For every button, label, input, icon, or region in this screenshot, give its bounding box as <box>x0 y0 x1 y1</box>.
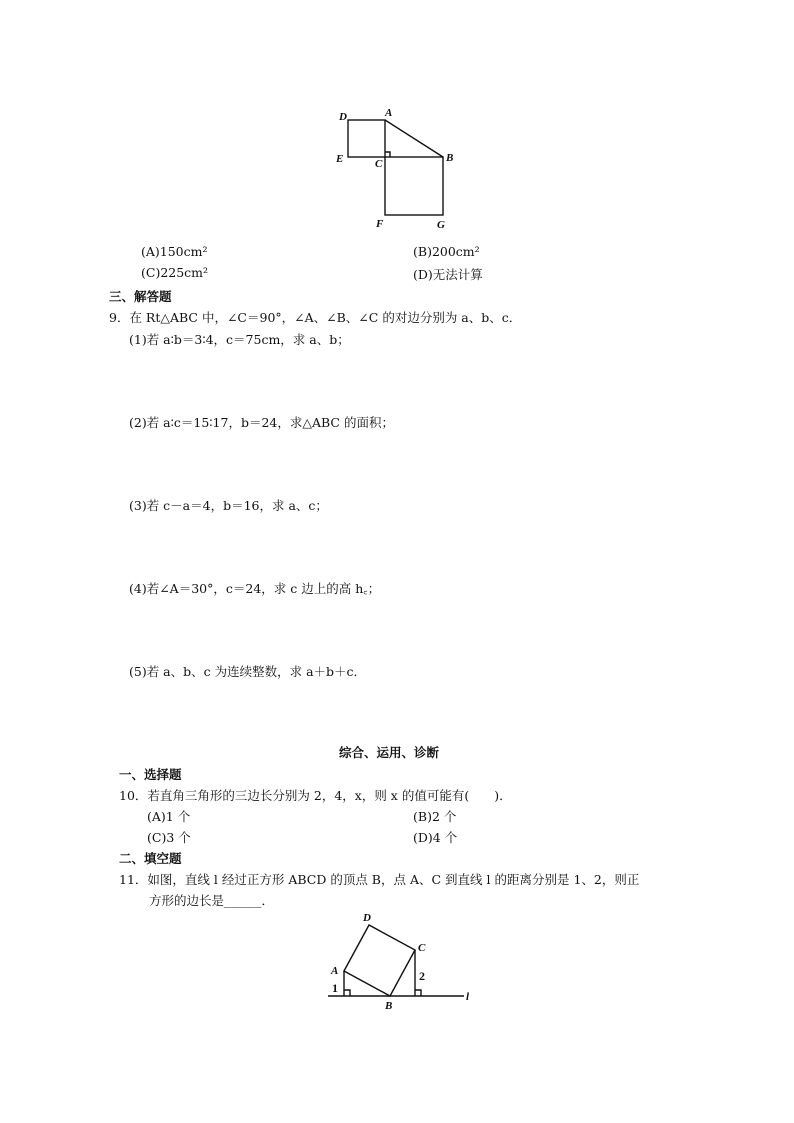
q9-part-5: (5)若 a、b、c 为连续整数，求 a＋b＋c． <box>129 664 367 679</box>
q9-part-1: (1)若 a∶b＝3∶4，c＝75cm，求 a、b； <box>129 332 350 347</box>
section-title-answers: 三、解答题 <box>109 289 172 304</box>
q10-option-c: (C)3 个 <box>147 830 191 845</box>
label-D: D <box>339 111 347 123</box>
q10-stem: 10．若直角三角形的三边长分别为 2，4，x，则 x 的值可能有( )． <box>119 788 512 803</box>
q8-option-b: (B)200cm² <box>413 244 480 259</box>
label-F: F <box>376 218 384 230</box>
q9-stem: 9．在 Rt△ABC 中，∠C＝90°，∠A、∠B、∠C 的对边分别为 a、b、c． <box>109 310 522 325</box>
square-ABCD <box>344 925 415 996</box>
label-E: E <box>336 153 344 165</box>
small-square <box>348 120 385 157</box>
q9-part-4: (4)若∠A＝30°，c＝24，求 c 边上的高 h꜀； <box>129 581 381 596</box>
q10-option-a: (A)1 个 <box>147 809 191 824</box>
q10-option-b: (B)2 个 <box>413 809 457 824</box>
section-title-choice: 一、选择题 <box>119 767 182 782</box>
q9-part-3: (3)若 c－a＝4，b＝16，求 a、c； <box>129 498 328 513</box>
label-B: B <box>446 152 454 164</box>
q11-line-1: 11．如图，直线 l 经过正方形 ABCD 的顶点 B，点 A、C 到直线 l 的距离分别是 1、2，则正 <box>119 872 640 887</box>
large-square <box>385 157 443 215</box>
q9-part-2: (2)若 a∶c＝15∶17，b＝24，求△ABC 的面积； <box>129 415 394 430</box>
right-angle-mark-A <box>344 990 350 996</box>
label-C: C <box>375 158 383 170</box>
section-title-fill: 二、填空题 <box>119 851 182 866</box>
label-distance-2: 2 <box>419 969 425 983</box>
figure-squares-triangle <box>330 105 460 235</box>
section-heading-comprehensive: 综合、运用、诊断 <box>339 745 440 760</box>
label-distance-1: 1 <box>332 981 338 995</box>
right-angle-mark-C <box>415 990 421 996</box>
label-B: B <box>385 1000 393 1012</box>
label-A: A <box>331 965 339 977</box>
q8-option-d: (D)无法计算 <box>413 267 483 282</box>
label-l: l <box>466 991 470 1003</box>
right-angle-mark <box>385 152 390 157</box>
q8-option-a: (A)150cm² <box>141 244 208 259</box>
q10-option-d: (D)4 个 <box>413 830 458 845</box>
q11-line-2: 方形的边长是______． <box>149 893 275 908</box>
label-C: C <box>418 942 426 954</box>
hypotenuse-line <box>385 120 443 157</box>
label-A: A <box>385 107 393 119</box>
figure-square-on-line <box>322 905 482 1015</box>
label-G: G <box>437 219 445 231</box>
q8-option-c: (C)225cm² <box>141 265 209 280</box>
label-D: D <box>363 912 371 924</box>
